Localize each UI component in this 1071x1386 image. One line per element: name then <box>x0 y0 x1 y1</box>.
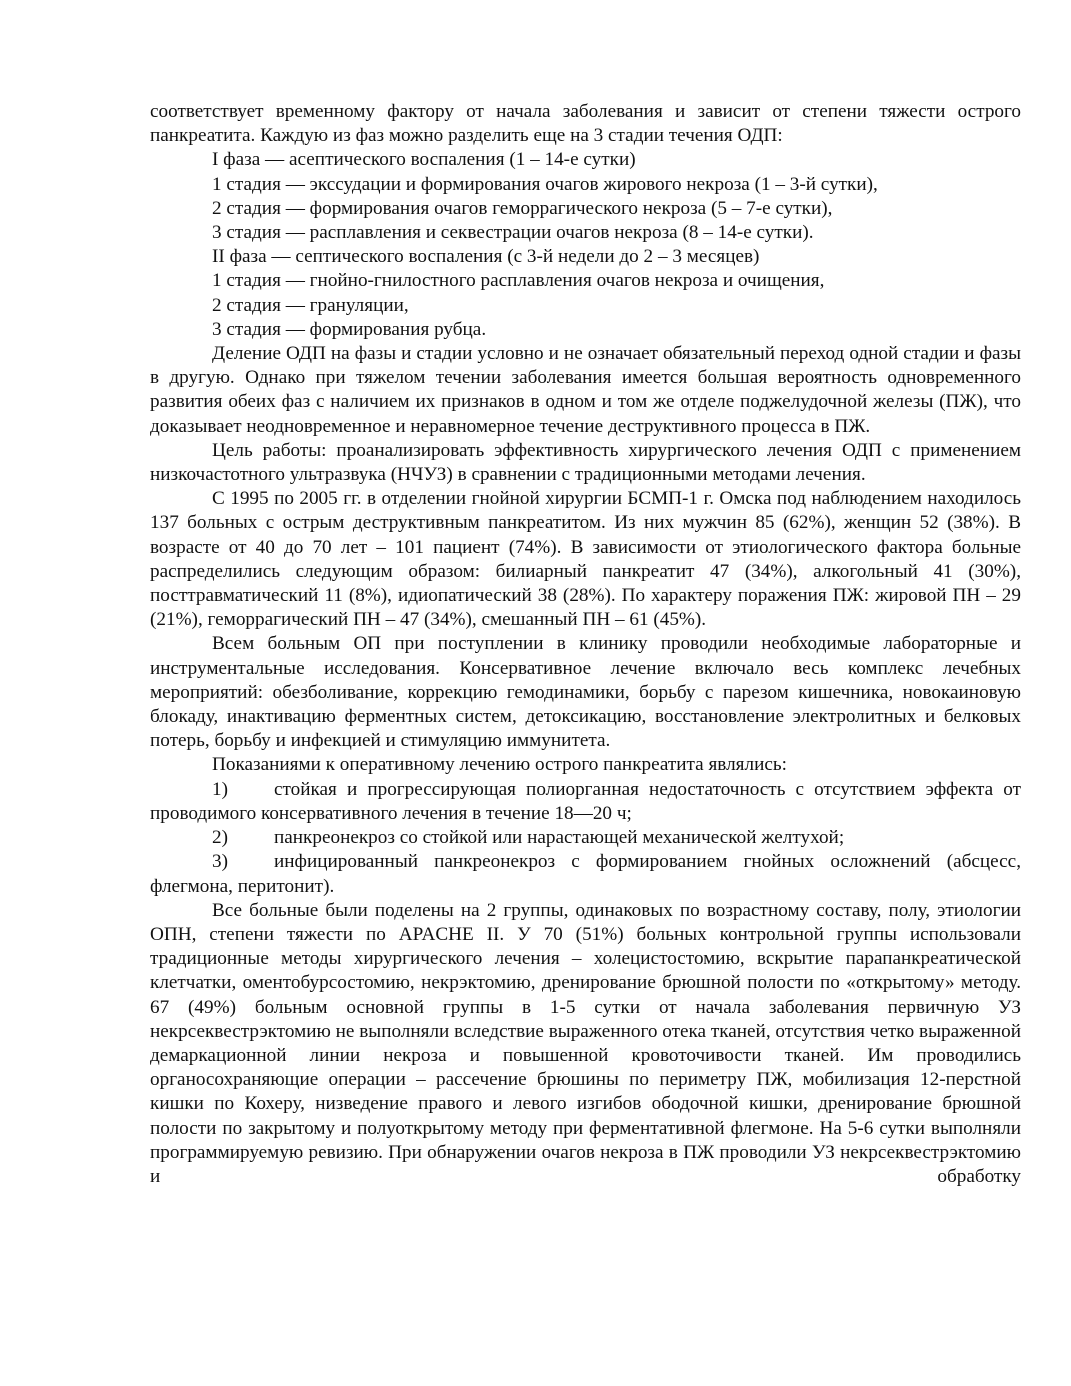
intro-paragraph: соответствует временному фактору от начала заболевания и зависит от степени тяжести острого панкреатита. Каждую из фаз можно разделить еще на 3 стадии течения ОДП: <box>150 101 1021 147</box>
indication-text: инфицированный панкреонекроз с формированием гнойных осложнений (абсцесс, флегмона, перитонит). <box>150 851 1021 897</box>
indication-text: панкреонекроз со стойкой или нарастающей механической желтухой; <box>274 827 845 849</box>
indication-number: 2) <box>212 827 228 849</box>
division-paragraph: Деление ОДП на фазы и стадии условно и не означает обязательный переход одной стадии и фазы в другую. Однако при тяжелом течении заболевания имеется большая вероятность одновременного развития обеих фаз с наличием их признаков в одном и том же отделе поджелудочной железы (ПЖ), что доказывает неодновременное и неравномерное течение деструктивного процесса в ПЖ. <box>150 343 1021 437</box>
indication-number: 1) <box>212 778 228 800</box>
stage-line: 2 стадия — формирования очагов геморрагического некроза (5 – 7-е сутки), <box>212 197 833 219</box>
indication-text: стойкая и прогрессирующая полиорганная недостаточность с отсутствием эффекта от проводимого консервативного лечения в течение 18—20 ч; <box>150 778 1021 824</box>
stage-line: 3 стадия — формирования рубца. <box>212 318 487 340</box>
indication-item <box>150 826 1021 850</box>
document-page <box>150 100 1021 1189</box>
treatment-paragraph: Всем больным ОП при поступлении в клинику проводили необходимые лабораторные и инструментальные исследования. Консервативное лечение включало весь комплекс лечебных мероприятий: обезболивание, коррекцию гемодинамики, борьбу с парезом кишечника, новокаиновую блокаду, инактивацию ферментных систем, детоксикацию, восстановление электролитных и белковых потерь, борьбу и инфекцией и стимуляцию иммунитета. <box>150 633 1021 752</box>
indication-item <box>150 778 1021 826</box>
phase-line: I фаза — асептического воспаления (1 – 14-е сутки) <box>212 149 636 171</box>
phase-line: II фаза — септического воспаления (с 3-й недели до 2 – 3 месяцев) <box>212 246 760 268</box>
groups-paragraph: Все больные были поделены на 2 группы, одинаковых по возрастному составу, полу, этиологии ОПН, степени тяжести по APACHE II. У 70 (51%) больных контрольной группы использовали традиционные методы хирургического лечения – холецистостомию, вскрытие парапанкреатической клетчатки, оментобурсостомию, некрэктомию, дренирование брюшной полости по «открытому» методу. 67 (49%) больным основной группы в 1-5 сутки от начала заболевания первичную УЗ некрсеквестрэктомию не выполняли вследствие выраженного отека тканей, отсутствия четко выраженной демаркационной линии некроза и повышенной кровоточивости тканей. Им проводились органосохраняющие операции – рассечение брюшины по периметру ПЖ, мобилизация 12-перстной кишки по Кохеру, низведение правого и левого изгибов ободочной кишки, дренирование брюшной полости по закрытому и полуоткрытому методу при ферментативной флегмоне. На 5-6 сутки выполняли программируемую ревизию. При обнаружении очагов некроза в ПЖ проводили УЗ некрсеквестрэктомию и обработку <box>150 899 1021 1187</box>
stage-line: 3 стадия — расплавления и секвестрации очагов некроза (8 – 14-е сутки). <box>212 222 814 244</box>
stage-line: 1 стадия — экссудации и формирования очагов жирового некроза (1 – 3-й сутки), <box>212 173 878 195</box>
stage-line: 1 стадия — гнойно-гнилостного расплавления очагов некроза и очищения, <box>212 270 825 292</box>
indications-heading: Показаниями к оперативному лечению острого панкреатита являлись: <box>212 754 787 776</box>
indication-item <box>150 850 1021 898</box>
goal-paragraph: Цель работы: проанализировать эффективность хирургического лечения ОДП с применением низкочастотного ультразвука (НЧУЗ) в сравнении с традиционными методами лечения. <box>150 439 1021 486</box>
indication-number: 3) <box>212 851 228 873</box>
stage-line: 2 стадия — грануляции, <box>212 294 409 316</box>
patients-paragraph: С 1995 по 2005 гг. в отделении гнойной хирургии БСМП-1 г. Омска под наблюдением находилось 137 больных с острым деструктивным панкреатитом. Из них мужчин 85 (62%), женщин 52 (38%). В возрасте от 40 до 70 лет – 101 пациент (74%). В зависимости от этиологического фактора больные распределились следующим образом: билиарный панкреатит 47 (34%), алкогольный 41 (30%), посттравматический 11 (8%), идиопатический 38 (28%). По характеру поражения ПЖ: жировой ПН – 29 (21%), геморрагический ПН – 47 (34%), смешанный ПН – 61 (45%). <box>150 488 1021 631</box>
